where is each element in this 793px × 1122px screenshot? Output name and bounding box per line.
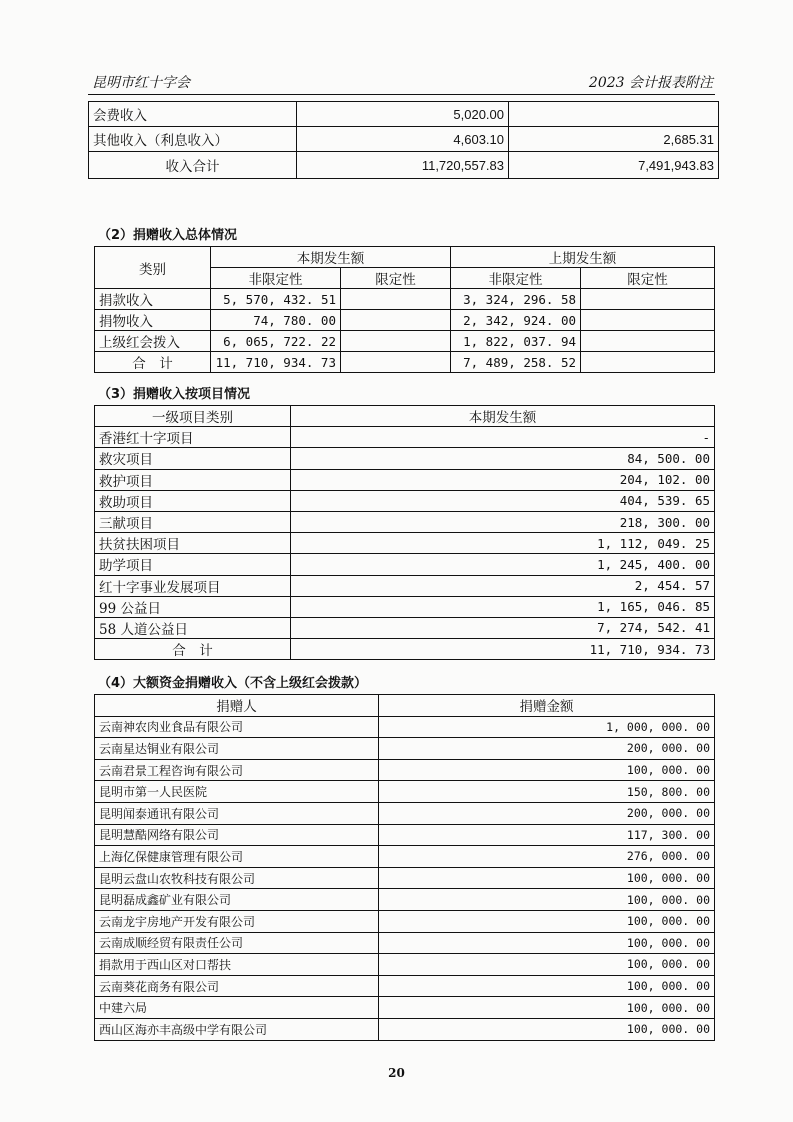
section-title-donation-summary: （2）捐赠收入总体情况	[98, 228, 238, 243]
project-row	[95, 427, 715, 448]
project-category-label: 救灾项目	[95, 448, 291, 469]
large-donation-row	[95, 716, 715, 738]
large-donation-row	[95, 975, 715, 997]
project-current-value: 1, 245, 400. 00	[291, 554, 715, 575]
project-category-label: 扶贫扶困项目	[95, 533, 291, 554]
subheader-current-unrestricted: 非限定性	[211, 268, 341, 289]
donor-name: 西山区海亦丰高级中学有限公司	[95, 1018, 379, 1040]
income-current-value: 4,603.10	[297, 127, 509, 152]
subheader-current-restricted: 限定性	[341, 268, 451, 289]
col-header-donor: 捐赠人	[95, 695, 379, 717]
donor-name: 上海亿保健康管理有限公司	[95, 846, 379, 868]
project-category-label: 红十字事业发展项目	[95, 575, 291, 596]
large-donation-row	[95, 889, 715, 911]
current-unrestricted-value: 6, 065, 722. 22	[211, 331, 341, 352]
income-row	[89, 102, 719, 127]
donation-amount: 276, 000. 00	[379, 846, 715, 868]
project-row	[95, 533, 715, 554]
donor-name: 昆明慧酷网络有限公司	[95, 824, 379, 846]
donation-amount: 100, 000. 00	[379, 910, 715, 932]
large-donation-row	[95, 781, 715, 803]
col-header-amount: 捐赠金额	[379, 695, 715, 717]
donation-summary-row	[95, 310, 715, 331]
project-row	[95, 617, 715, 638]
large-donation-row	[95, 932, 715, 954]
donation-amount: 117, 300. 00	[379, 824, 715, 846]
donation-amount: 100, 000. 00	[379, 975, 715, 997]
donation-summary-total-row	[95, 352, 715, 373]
donation-amount: 100, 000. 00	[379, 954, 715, 976]
project-current-value: 1, 165, 046. 85	[291, 596, 715, 617]
page-number: 20	[388, 1066, 405, 1080]
current-unrestricted-value: 5, 570, 432. 51	[211, 289, 341, 310]
donation-category-label: 合 计	[95, 352, 211, 373]
current-restricted-value	[341, 310, 451, 331]
donation-summary-row	[95, 289, 715, 310]
donation-summary-table	[94, 246, 715, 373]
col-header-category: 类别	[95, 247, 211, 289]
project-current-value: 2, 454. 57	[291, 575, 715, 596]
large-donation-row	[95, 824, 715, 846]
project-category-label: 助学项目	[95, 554, 291, 575]
previous-unrestricted-value: 2, 342, 924. 00	[451, 310, 581, 331]
donation-amount: 100, 000. 00	[379, 867, 715, 889]
donation-amount: 100, 000. 00	[379, 1018, 715, 1040]
donation-amount: 1, 000, 000. 00	[379, 716, 715, 738]
header-document-title: 2023 会计报表附注	[588, 75, 713, 91]
donation-category-label: 捐款收入	[95, 289, 211, 310]
large-donation-row	[95, 867, 715, 889]
project-current-value: 84, 500. 00	[291, 448, 715, 469]
project-current-value: -	[291, 427, 715, 448]
donor-name: 云南君景工程咨询有限公司	[95, 759, 379, 781]
header-organization: 昆明市红十字会	[92, 75, 190, 91]
donation-amount: 100, 000. 00	[379, 889, 715, 911]
donation-amount: 200, 000. 00	[379, 802, 715, 824]
donor-name: 昆明磊成鑫矿业有限公司	[95, 889, 379, 911]
project-category-label: 合 计	[95, 639, 291, 660]
project-row	[95, 596, 715, 617]
large-donation-row	[95, 954, 715, 976]
donation-amount: 100, 000. 00	[379, 932, 715, 954]
project-current-value: 1, 112, 049. 25	[291, 533, 715, 554]
previous-restricted-value	[581, 331, 715, 352]
project-row	[95, 511, 715, 532]
current-restricted-value	[341, 352, 451, 373]
donor-name: 昆明市第一人民医院	[95, 781, 379, 803]
col-header-previous-period: 上期发生额	[451, 247, 715, 268]
income-previous-value	[509, 102, 719, 127]
donor-name: 云南龙宇房地产开发有限公司	[95, 910, 379, 932]
large-donation-row	[95, 846, 715, 868]
income-table	[88, 101, 719, 179]
donation-amount: 100, 000. 00	[379, 759, 715, 781]
income-label: 其他收入（利息收入）	[89, 127, 297, 152]
current-unrestricted-value: 11, 710, 934. 73	[211, 352, 341, 373]
large-donation-row	[95, 759, 715, 781]
previous-unrestricted-value: 7, 489, 258. 52	[451, 352, 581, 373]
project-category-label: 99 公益日	[95, 596, 291, 617]
project-category-label: 救护项目	[95, 469, 291, 490]
donor-name: 云南神农肉业食品有限公司	[95, 716, 379, 738]
project-current-value: 404, 539. 65	[291, 490, 715, 511]
project-row	[95, 490, 715, 511]
large-donation-row	[95, 1018, 715, 1040]
donation-category-label: 捐物收入	[95, 310, 211, 331]
col-header-current-period: 本期发生额	[211, 247, 451, 268]
income-previous-value: 7,491,943.83	[509, 152, 719, 179]
col-header-project-category: 一级项目类别	[95, 406, 291, 427]
project-current-value: 204, 102. 00	[291, 469, 715, 490]
donor-name: 昆明闻泰通讯有限公司	[95, 802, 379, 824]
project-current-value: 11, 710, 934. 73	[291, 639, 715, 660]
large-donations-table	[94, 694, 715, 1041]
header-divider	[88, 94, 715, 95]
large-donation-row	[95, 997, 715, 1019]
previous-restricted-value	[581, 352, 715, 373]
section-title-donation-by-project: （3）捐赠收入按项目情况	[98, 387, 251, 402]
large-donation-row	[95, 910, 715, 932]
donor-name: 中建六局	[95, 997, 379, 1019]
previous-restricted-value	[581, 310, 715, 331]
subheader-previous-restricted: 限定性	[581, 268, 715, 289]
donation-amount: 150, 800. 00	[379, 781, 715, 803]
donor-name: 捐款用于西山区对口帮扶	[95, 954, 379, 976]
current-restricted-value	[341, 331, 451, 352]
current-restricted-value	[341, 289, 451, 310]
col-header-project-current: 本期发生额	[291, 406, 715, 427]
large-donation-row	[95, 802, 715, 824]
previous-unrestricted-value: 3, 324, 296. 58	[451, 289, 581, 310]
income-previous-value: 2,685.31	[509, 127, 719, 152]
project-total-row	[95, 639, 715, 660]
project-row	[95, 448, 715, 469]
project-category-label: 三献项目	[95, 511, 291, 532]
project-current-value: 218, 300. 00	[291, 511, 715, 532]
subheader-previous-unrestricted: 非限定性	[451, 268, 581, 289]
donor-name: 云南星达铜业有限公司	[95, 738, 379, 760]
donation-amount: 200, 000. 00	[379, 738, 715, 760]
project-category-label: 58 人道公益日	[95, 617, 291, 638]
income-row	[89, 127, 719, 152]
large-donation-row	[95, 738, 715, 760]
income-current-value: 5,020.00	[297, 102, 509, 127]
donation-by-project-table	[94, 405, 715, 660]
project-row	[95, 575, 715, 596]
current-unrestricted-value: 74, 780. 00	[211, 310, 341, 331]
income-total-row	[89, 152, 719, 179]
project-row	[95, 469, 715, 490]
donation-summary-row	[95, 331, 715, 352]
previous-unrestricted-value: 1, 822, 037. 94	[451, 331, 581, 352]
donor-name: 昆明云盘山农牧科技有限公司	[95, 867, 379, 889]
project-category-label: 救助项目	[95, 490, 291, 511]
project-current-value: 7, 274, 542. 41	[291, 617, 715, 638]
income-label: 收入合计	[89, 152, 297, 179]
donation-amount: 100, 000. 00	[379, 997, 715, 1019]
donation-category-label: 上级红会拨入	[95, 331, 211, 352]
income-label: 会费收入	[89, 102, 297, 127]
project-category-label: 香港红十字项目	[95, 427, 291, 448]
income-current-value: 11,720,557.83	[297, 152, 509, 179]
project-row	[95, 554, 715, 575]
section-title-large-donations: （4）大额资金捐赠收入（不含上级红会拨款）	[98, 676, 368, 691]
previous-restricted-value	[581, 289, 715, 310]
donor-name: 云南葵花商务有限公司	[95, 975, 379, 997]
donor-name: 云南成顺经贸有限责任公司	[95, 932, 379, 954]
